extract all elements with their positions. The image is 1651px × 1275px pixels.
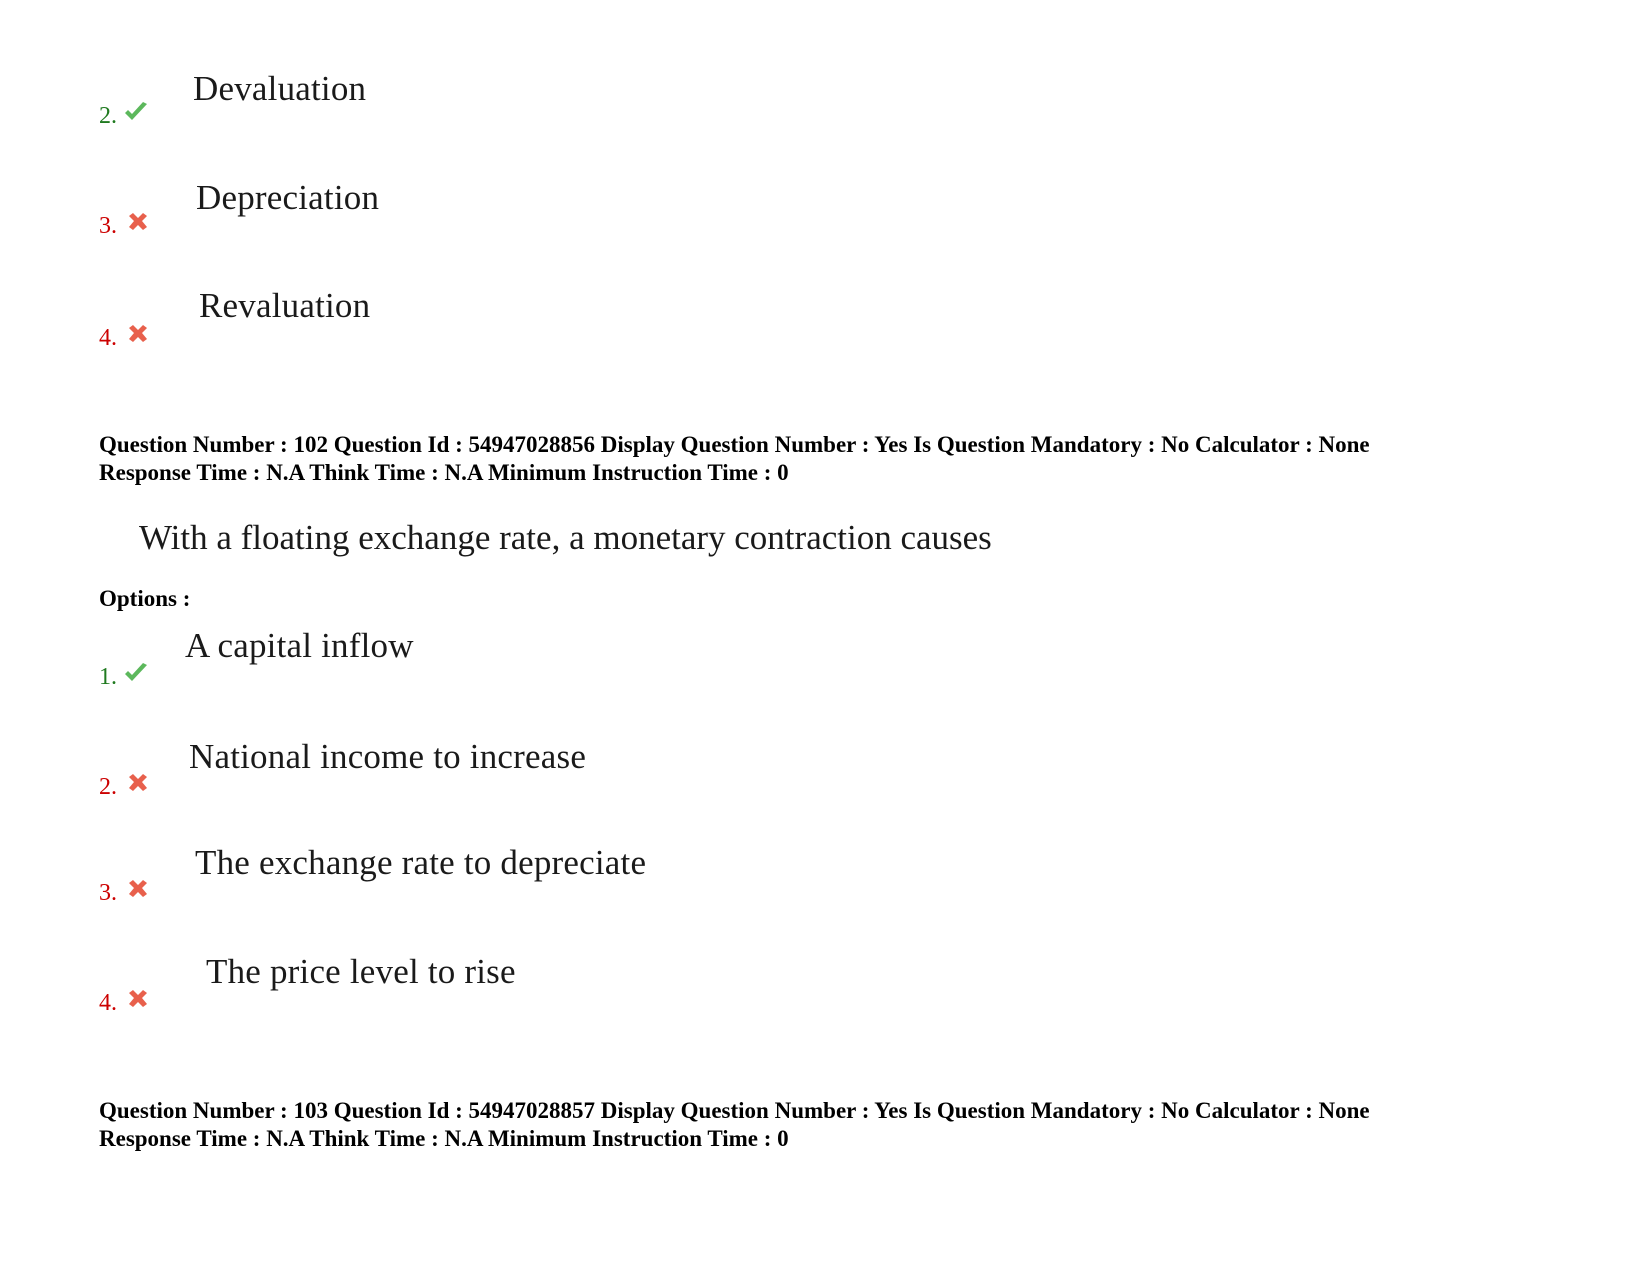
option-text: Depreciation — [196, 178, 380, 217]
question-meta-line-1: Question Number : 102 Question Id : 54947028856 Display Question Number : Yes Is Question Mandatory : No Calculator : None — [99, 432, 1370, 457]
cross-icon — [125, 987, 151, 1011]
question-meta-line-2: Response Time : N.A Think Time : N.A Minimum Instruction Time : 0 — [99, 460, 789, 485]
cross-icon — [125, 322, 151, 346]
option-number: 4. — [99, 325, 117, 351]
option-text: A capital inflow — [185, 626, 414, 665]
option-number: 3. — [99, 213, 117, 239]
option-text: The price level to rise — [206, 952, 516, 991]
option-text: Devaluation — [193, 69, 367, 108]
option-number: 2. — [99, 103, 117, 129]
option-number: 3. — [99, 880, 117, 906]
check-icon — [123, 100, 149, 124]
cross-icon — [125, 210, 151, 234]
option-number: 4. — [99, 990, 117, 1016]
option-number: 2. — [99, 774, 117, 800]
check-icon — [123, 661, 149, 685]
question-meta-line-1: Question Number : 103 Question Id : 54947028857 Display Question Number : Yes Is Question Mandatory : No Calculator : None — [99, 1098, 1370, 1123]
option-number: 1. — [99, 664, 117, 690]
question-text: With a floating exchange rate, a monetary contraction causes — [139, 518, 992, 557]
options-label: Options : — [99, 586, 191, 611]
option-text: National income to increase — [189, 737, 587, 776]
cross-icon — [125, 877, 151, 901]
question-meta-line-2: Response Time : N.A Think Time : N.A Minimum Instruction Time : 0 — [99, 1126, 789, 1151]
option-text: The exchange rate to depreciate — [195, 843, 647, 882]
cross-icon — [125, 771, 151, 795]
option-text: Revaluation — [199, 286, 371, 325]
